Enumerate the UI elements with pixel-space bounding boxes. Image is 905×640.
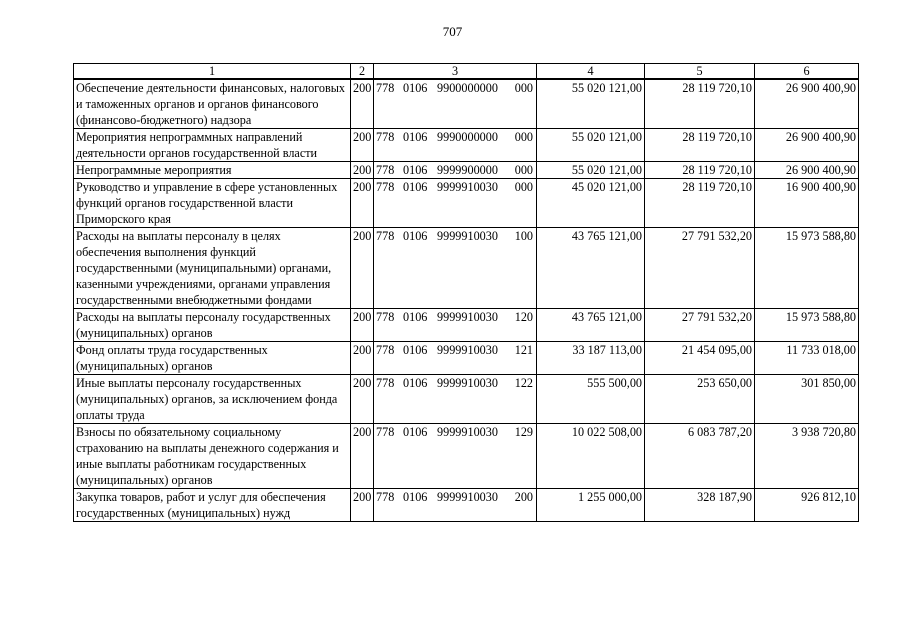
table-row: [74, 342, 859, 375]
row-value-4: 10 022 508,00: [537, 424, 645, 489]
row-type-code: 121: [514, 343, 533, 357]
row-section-code: 0106: [403, 81, 428, 95]
row-name: Руководство и управление в сфере установленных функций органов государственной власти Приморского края: [74, 179, 351, 228]
row-value-4: 33 187 113,00: [537, 342, 645, 375]
row-name: Обеспечение деятельности финансовых, налоговых и таможенных органов и органов финансового (финансово-бюджетного) надзора: [74, 79, 351, 129]
row-type-code: 200: [514, 490, 533, 504]
row-type-code: 129: [514, 425, 533, 439]
row-section-code: 0106: [403, 229, 428, 243]
row-target-code: 9999910030: [437, 490, 498, 504]
row-target-code: 9999910030: [437, 376, 498, 390]
row-section-code: 0106: [403, 425, 428, 439]
row-value-4: 55 020 121,00: [537, 79, 645, 129]
row-section-code: 0106: [403, 343, 428, 357]
row-classification-codes: [374, 375, 537, 424]
row-value-6: 15 973 588,80: [755, 228, 859, 309]
row-target-code: 9999910030: [437, 229, 498, 243]
row-name: Взносы по обязательному социальному страхованию на выплаты денежного содержания и иные выплаты работникам государственных (муниципальных) органов: [74, 424, 351, 489]
row-ministry-code: 778: [376, 376, 395, 390]
row-value-6: 26 900 400,90: [755, 129, 859, 162]
row-value-5: 6 083 787,20: [645, 424, 755, 489]
row-classification-codes: [374, 489, 537, 522]
column-header-5: 5: [645, 64, 755, 80]
row-value-6: 26 900 400,90: [755, 162, 859, 179]
row-classification-codes: [374, 424, 537, 489]
row-name: Фонд оплаты труда государственных (муниципальных) органов: [74, 342, 351, 375]
row-value-4: 1 255 000,00: [537, 489, 645, 522]
row-ministry-code: 778: [376, 310, 395, 324]
row-value-4: 45 020 121,00: [537, 179, 645, 228]
column-header-1: 1: [74, 64, 351, 80]
row-admin-code: 200: [351, 79, 374, 129]
row-value-5: 27 791 532,20: [645, 309, 755, 342]
row-type-code: 100: [514, 229, 533, 243]
row-name: Закупка товаров, работ и услуг для обеспечения государственных (муниципальных) нужд: [74, 489, 351, 522]
row-value-4: 43 765 121,00: [537, 309, 645, 342]
row-name: Мероприятия непрограммных направлений деятельности органов государственной власти: [74, 129, 351, 162]
row-name: Иные выплаты персоналу государственных (муниципальных) органов, за исключением фонда оплаты труда: [74, 375, 351, 424]
row-target-code: 9999910030: [437, 310, 498, 324]
row-admin-code: 200: [351, 342, 374, 375]
row-type-code: 000: [514, 130, 533, 144]
row-value-6: 11 733 018,00: [755, 342, 859, 375]
row-value-6: 26 900 400,90: [755, 79, 859, 129]
row-value-4: 43 765 121,00: [537, 228, 645, 309]
table-row: [74, 375, 859, 424]
row-classification-codes: [374, 228, 537, 309]
row-ministry-code: 778: [376, 163, 395, 177]
table-row: [74, 79, 859, 129]
budget-table: [73, 63, 859, 522]
table-row: [74, 489, 859, 522]
row-admin-code: 200: [351, 228, 374, 309]
row-classification-codes: [374, 342, 537, 375]
table-row: [74, 228, 859, 309]
table-body: [74, 79, 859, 522]
row-ministry-code: 778: [376, 180, 395, 194]
table-row: [74, 129, 859, 162]
row-section-code: 0106: [403, 180, 428, 194]
row-value-5: 253 650,00: [645, 375, 755, 424]
row-target-code: 9999910030: [437, 343, 498, 357]
row-value-5: 28 119 720,10: [645, 179, 755, 228]
row-admin-code: 200: [351, 129, 374, 162]
table-row: [74, 424, 859, 489]
row-type-code: 120: [514, 310, 533, 324]
table-header-row: [74, 64, 859, 80]
row-section-code: 0106: [403, 130, 428, 144]
row-value-5: 28 119 720,10: [645, 129, 755, 162]
row-target-code: 9999910030: [437, 180, 498, 194]
row-classification-codes: [374, 129, 537, 162]
row-admin-code: 200: [351, 489, 374, 522]
row-ministry-code: 778: [376, 130, 395, 144]
row-classification-codes: [374, 162, 537, 179]
row-value-6: 3 938 720,80: [755, 424, 859, 489]
column-header-2: 2: [351, 64, 374, 80]
row-ministry-code: 778: [376, 343, 395, 357]
row-value-4: 55 020 121,00: [537, 129, 645, 162]
row-name: Расходы на выплаты персоналу государственных (муниципальных) органов: [74, 309, 351, 342]
row-ministry-code: 778: [376, 490, 395, 504]
table-row: [74, 162, 859, 179]
row-section-code: 0106: [403, 163, 428, 177]
row-type-code: 122: [514, 376, 533, 390]
row-admin-code: 200: [351, 162, 374, 179]
row-value-6: 16 900 400,90: [755, 179, 859, 228]
column-header-3: 3: [374, 64, 537, 80]
row-target-code: 9999910030: [437, 425, 498, 439]
row-value-5: 27 791 532,20: [645, 228, 755, 309]
table-row: [74, 179, 859, 228]
row-value-5: 328 187,90: [645, 489, 755, 522]
row-value-5: 21 454 095,00: [645, 342, 755, 375]
column-header-6: 6: [755, 64, 859, 80]
row-value-5: 28 119 720,10: [645, 162, 755, 179]
table-row: [74, 309, 859, 342]
row-type-code: 000: [514, 163, 533, 177]
row-section-code: 0106: [403, 490, 428, 504]
row-value-6: 301 850,00: [755, 375, 859, 424]
row-name: Непрограммные мероприятия: [74, 162, 351, 179]
row-classification-codes: [374, 309, 537, 342]
row-ministry-code: 778: [376, 81, 395, 95]
row-type-code: 000: [514, 81, 533, 95]
row-admin-code: 200: [351, 309, 374, 342]
row-classification-codes: [374, 179, 537, 228]
row-value-5: 28 119 720,10: [645, 79, 755, 129]
row-name: Расходы на выплаты персоналу в целях обеспечения выполнения функций государственными (муниципальными) органами, казенными учреждениями, органами управления государственными внебюджетными фондами: [74, 228, 351, 309]
row-type-code: 000: [514, 180, 533, 194]
row-section-code: 0106: [403, 376, 428, 390]
row-value-6: 926 812,10: [755, 489, 859, 522]
row-value-4: 555 500,00: [537, 375, 645, 424]
row-admin-code: 200: [351, 179, 374, 228]
row-target-code: 9999900000: [437, 163, 498, 177]
page-number: 707: [442, 24, 463, 39]
row-target-code: 9990000000: [437, 130, 498, 144]
row-ministry-code: 778: [376, 229, 395, 243]
row-section-code: 0106: [403, 310, 428, 324]
column-header-4: 4: [537, 64, 645, 80]
row-classification-codes: [374, 79, 537, 129]
row-admin-code: 200: [351, 375, 374, 424]
row-value-4: 55 020 121,00: [537, 162, 645, 179]
row-admin-code: 200: [351, 424, 374, 489]
row-value-6: 15 973 588,80: [755, 309, 859, 342]
row-target-code: 9900000000: [437, 81, 498, 95]
row-ministry-code: 778: [376, 425, 395, 439]
